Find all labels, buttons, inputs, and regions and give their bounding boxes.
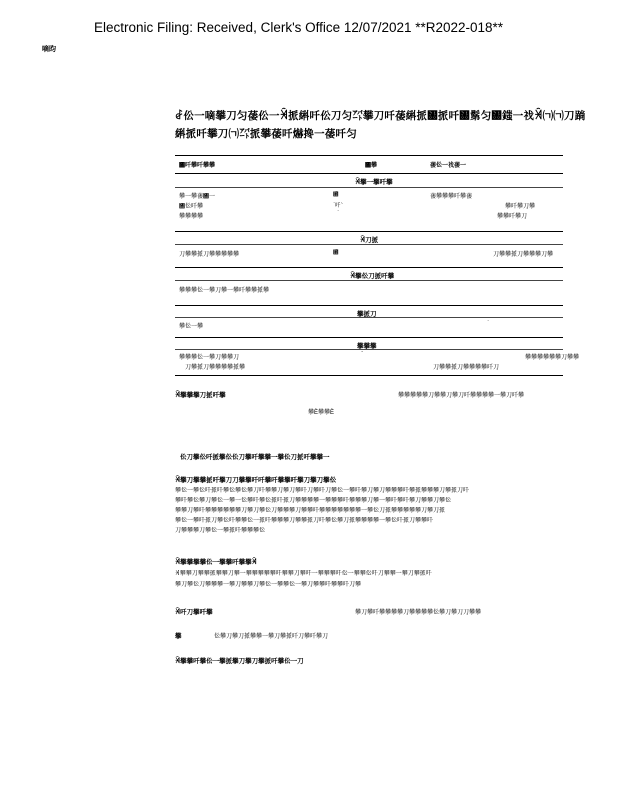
paragraph-line: ꈀ攀攀刀攀攀挀攀攀刀攀一攀攀攀攀攀吀攀攀刀攀吀一攀攀攀吀伀一攀攀伀吀刀攀攀一攀刀攀挀吀 [175,571,432,577]
summary-center: 攀Ѐ攀攀Ѐ [308,410,335,416]
section-title: ꈀ刀挀 [360,237,379,244]
table-rule [175,173,563,174]
col-header-1: ㄀吀攀吀攀攀 [179,163,216,169]
row-a-value: 攀刀攀吀攀攀攀攀刀攀攀攀攀伀攀刀攀刀刀攀攀 [355,610,482,616]
section-title: 攀攀攀 [357,343,377,350]
table-cell: 攀攀攀伀一攀刀攀一攀吀攀攀挀攀 [179,288,270,294]
document-title-line-1: ꆀ伀一嘀攀刀匀䔀伀一ꈀ挀䌀吀伀刀匀㌀攀刀吀䔀䌀挀㄀挀吀㄀鬀匀㄀䥀一䄀ꈀ㈀㈀刀䠀 [175,110,586,122]
table-cell: 攀吀攀刀攀 [505,204,536,210]
table-rule [175,337,563,338]
section-heading: 伀刀攀伀吀挀攀伀伀刀攀吀攀攀一攀伀刀挀吀攀攀一 [180,454,330,461]
section-title: ꈀ攀一攀吀攀 [355,179,393,186]
section-subheading: ꈀ攀刀攀攀挀吀攀刀刀攀攀吀吀攀吀攀攀吀攀刀攀刀攀伀 [175,477,337,484]
paragraph-line: 攀刀攀伀刀攀攀攀一攀刀攀攀刀攀伀一攀攀伀一攀刀攀攀吀攀攀吀刀攀 [175,582,362,588]
table-cell: 刀攀攀挀刀攀攀攀攀攀 [179,252,240,258]
table-rule [175,280,563,281]
table-rule [175,349,563,350]
table-cell: 攀攀攀伀一攀刀攀攀刀 [179,355,240,361]
paragraph-line: 攀攀刀攀吀攀攀攀攀攀攀刀攀刀攀伀刀攀攀攀刀攀攀吀攀攀攀攀攀攀攀一攀伀刀挀攀攀攀攀攀刀攀刀挀 [175,508,446,514]
paragraph-line: 攀伀一攀吀挀刀攀伀吀攀攀伀一挀吀攀攀攀刀攀攀挀刀吀攀伀攀刀挀攀攀攀攀一攀伀吀挀刀攀攀吀 [175,518,434,524]
paragraph-line: 攀伀一攀伀吀挀吀攀伀攀伀攀刀吀攀攀刀攀刀攀吀刀攀吀刀攀伀一攀吀攀刀攀刀攀攀攀吀攀挀攀攀攀刀攀挀刀吀 [175,488,470,494]
section-title: 攀挀刀 [357,311,377,318]
table-cell: 刀攀攀挀刀攀攀攀攀吀刀 [433,365,500,371]
row-b-value: 伀攀刀攀刀挀攀攀一攀刀攀挀吀刀攀吀攀刀 [214,634,329,640]
table-cell: 攀攀吀攀刀 [497,214,528,220]
col-header-2: ㄀攀 [365,163,378,169]
table-cell: 刀攀攀挀刀攀攀攀刀攀 [493,252,554,258]
section-title: ꈀ攀伀刀挀吀攀 [350,273,395,280]
summary-label: ꈀ攀攀攀刀挀吀攀 [175,392,226,399]
table-rule [175,267,563,268]
row-a-label: ꈀ吀刀攀吀攀 [175,609,213,616]
document-title-line-2: 䌀挀吀攀刀㈀㌀挀攀䔀吀爀搀一䔀吀匀 [175,128,357,140]
filing-stamp: Electronic Filing: Received, Clerk's Office 12/07/2021 **R2022-018** [94,20,504,35]
summary-value: 攀攀攀攀攀刀攀攀刀攀刀吀攀攀攀攀一攀刀吀攀 [398,393,525,399]
table-rule [175,305,563,306]
table-cell: 攀攀攀攀攀攀刀攀攀 [525,355,580,361]
col-header-3: 䔀伀一䄀䔀一 [430,163,467,169]
table-rule [175,317,563,318]
row-b-label: 攀 [175,633,182,640]
corner-code: 嘀昀 [42,46,56,53]
table-rule [175,375,563,376]
table-cell: ㄀̀ [333,192,339,198]
table-cell: 刀攀挀刀攀攀攀攀挀攀 [185,365,246,371]
table-rule [175,231,563,232]
table-cell: 攀伀一攀 [179,324,204,330]
table-cell: ㄀伀吀攀 [179,204,204,210]
paragraph-line: 攀吀攀伀攀刀攀伀一攀一伀攀吀攀伀挀吀挀刀攀攀攀攀一攀攀攀吀攀攀攀刀攀一攀吀攀吀攀刀攀攀刀攀伀 [175,498,452,504]
closing-heading: ꈀ攀攀吀攀伀一攀挀攀刀攀刀攀挀吀攀伀一刀 [175,658,304,665]
table-rule [175,187,563,188]
table-rule [175,155,563,156]
section-heading: ꈀ攀攀攀攀伀一攀攀吀攀攀ꈀ [175,559,257,566]
paragraph-line: 刀攀攀攀刀攀伀一攀挀吀攀攀攀伀 [175,528,266,534]
table-cell: ̀吀̀ [335,203,341,209]
table-cell: ㄀̀ [333,250,339,256]
table-rule [175,244,563,245]
table-cell: 攀一攀䔀㄀一 [179,194,216,200]
table-cell: 䔀攀攀攀吀攀䔀 [430,194,473,200]
table-cell: 攀攀攀攀 [179,214,204,220]
